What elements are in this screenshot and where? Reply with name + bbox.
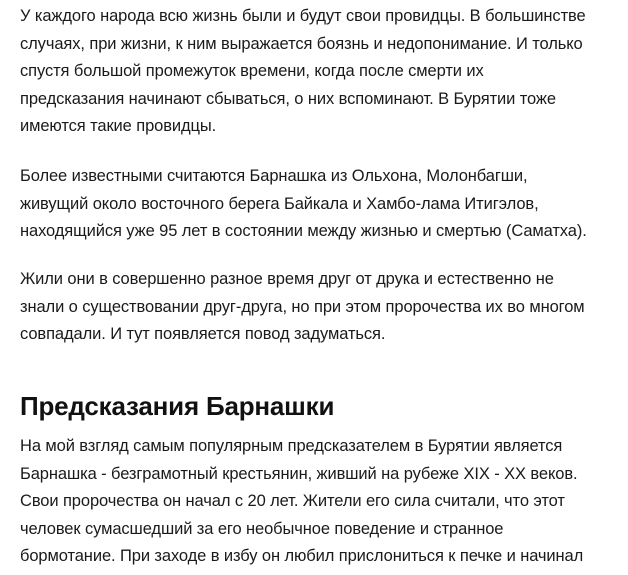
text-line: спустя большой промежуток времени, когда после смерти их — [20, 62, 484, 80]
text-line: На мой взгляд самым популярным предсказателем в Бурятии является — [20, 437, 563, 455]
prophecies-paragraph — [20, 266, 585, 349]
text-line: живущий около восточного берега Байкала и Хамбо-лама Итигэлов, — [20, 194, 539, 213]
text-line: Барнашка - безграмотный крестьянин, живший на рубеже XIX - XX веков. — [20, 464, 578, 483]
section-heading: Предсказания Барнашки — [20, 391, 335, 421]
text-line: совпадали. И тут появляется повод задуматься. — [20, 325, 386, 343]
section-paragraph — [20, 433, 583, 571]
text-line: Жили они в совершенно разное время друг от друка и естественно не — [20, 270, 554, 288]
text-line: находящийся уже 95 лет в состоянии между жизнью и смертью (Саматха). — [20, 222, 587, 240]
text-line: случаях, при жизни, к ним выражается боязнь и недопонимание. И только — [20, 34, 583, 53]
text-line: Свои пророчества он начал с 20 лет. Жители его сила считали, что этот — [20, 492, 565, 510]
text-line: имеются такие провидцы. — [20, 117, 217, 135]
text-line: У каждого народа всю жизнь были и будут свои провидцы. В большинстве — [20, 7, 586, 25]
text-line: Более известными считаются Барнашка из Ольхона, Молонбагши, — [20, 167, 528, 185]
seers-paragraph — [20, 163, 587, 246]
text-line: бормотание. При заходе в избу он любил прислониться к печке и начинал — [20, 547, 584, 565]
text-line: человек сумасшедший за его необычное поведение и странное — [20, 519, 504, 538]
text-line: знали о существовании друг-друга, но при этом пророчества их во многом — [20, 297, 585, 316]
text-line: предсказания начинают сбываться, о них вспоминают. В Бурятии тоже — [20, 89, 556, 108]
intro-paragraph — [20, 3, 586, 141]
